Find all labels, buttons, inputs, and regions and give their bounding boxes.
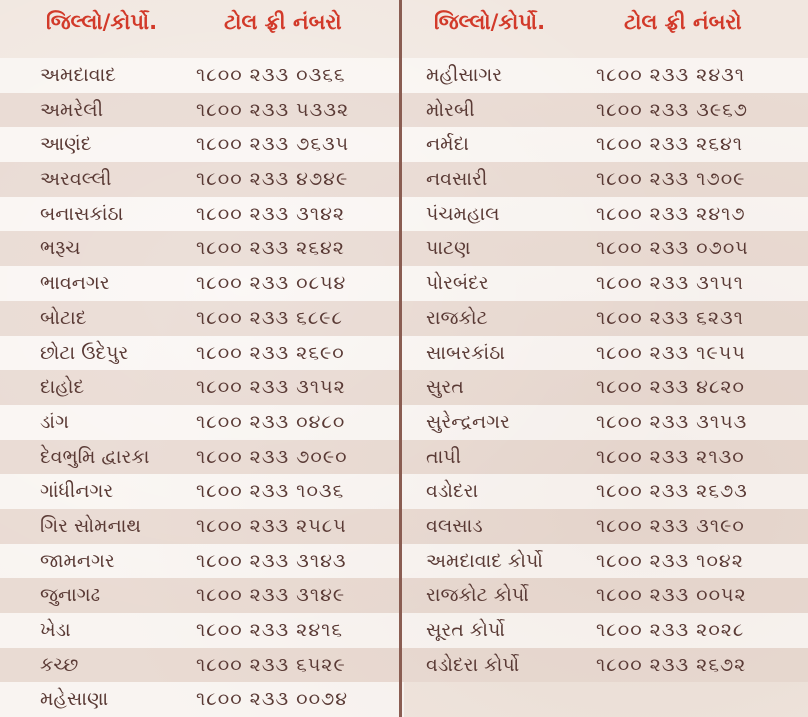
district-name: અમરેલી <box>40 98 104 121</box>
toll-free-number: ૧૮૦૦ ૨૩૩ ૦૮૫૪ <box>196 272 347 295</box>
toll-free-number: ૧૮૦૦ ૨૩૩ ૩૧૪૩ <box>196 549 347 572</box>
toll-free-number: ૧૮૦૦ ૨૩૩ ૨૦૨૮ <box>596 619 745 641</box>
toll-free-number: ૧૮૦૦ ૨૩૩ ૧૯૫૫ <box>596 341 746 364</box>
district-name: કચ્છ <box>40 653 79 676</box>
district-name: ખેડા <box>40 619 71 641</box>
toll-free-number: ૧૮૦૦ ૨૩૩ ૨૪૧૬ <box>196 619 344 641</box>
left-rows <box>0 58 404 717</box>
toll-free-number: ૧૮૦૦ ૨૩૩ ૪૮૨૦ <box>596 376 745 399</box>
table-row <box>404 162 808 197</box>
table-row <box>404 405 808 440</box>
toll-free-number: ૧૮૦૦ ૨૩૩ ૪૭૪૯ <box>196 168 349 191</box>
toll-free-number: ૧૮૦૦ ૨૩૩ ૬૨૩૧ <box>596 306 744 329</box>
district-name: પાટણ <box>426 237 471 260</box>
table-row <box>0 127 404 162</box>
right-rows <box>404 58 808 682</box>
table-row <box>0 648 404 683</box>
table-row <box>0 93 404 128</box>
table-row <box>404 648 808 683</box>
district-name: વડોદરા કોર્પો <box>426 653 520 676</box>
table-row <box>404 578 808 613</box>
table-row <box>0 197 404 232</box>
toll-free-number: ૧૮૦૦ ૨૩૩ ૫૩૩૨ <box>196 98 350 121</box>
district-name: નવસારી <box>426 168 488 191</box>
toll-free-number: ૧૮૦૦ ૨૩૩ ૩૧૪૨ <box>196 202 346 225</box>
table-row <box>0 231 404 266</box>
district-name: પોરબંદર <box>426 272 489 295</box>
toll-free-number: ૧૮૦૦ ૨૩૩ ૦૩૬૬ <box>196 64 346 86</box>
district-name: વડોદરા <box>426 480 479 503</box>
table-row <box>404 266 808 301</box>
toll-free-number: ૧૮૦૦ ૨૩૩ ૨૬૯૦ <box>196 341 345 364</box>
district-name: દાહોદ <box>40 376 85 399</box>
table-row <box>404 336 808 371</box>
district-name: આણંદ <box>40 133 92 156</box>
right-header <box>404 0 808 52</box>
district-name: ભાવનગર <box>40 272 110 295</box>
table-row <box>0 440 404 475</box>
toll-free-number: ૧૮૦૦ ૨૩૩ ૨૪૧૭ <box>596 202 746 225</box>
toll-free-number: ૧૮૦૦ ૨૩૩ ૨૬૭૩ <box>596 480 748 503</box>
toll-free-number: ૧૮૦૦ ૨૩૩ ૭૬૩૫ <box>196 133 350 156</box>
district-name: ગિર સોમનાથ <box>40 514 141 537</box>
district-name: રાજકોટ <box>426 306 488 329</box>
toll-free-number: ૧૮૦૦ ૨૩૩ ૬૫૨૯ <box>196 653 346 676</box>
table-row <box>0 544 404 579</box>
district-name: દેવભુમિ દ્વારકા <box>40 445 150 468</box>
district-name: સૂરત કોર્પો <box>426 619 505 641</box>
toll-free-number: ૧૮૦૦ ૨૩૩ ૭૦૯૦ <box>196 445 348 468</box>
toll-free-number: ૧૮૦૦ ૨૩૩ ૦૭૦૫ <box>596 237 749 260</box>
table-row <box>404 197 808 232</box>
toll-free-number: ૧૮૦૦ ૨૩૩ ૨૬૪૨ <box>196 237 345 260</box>
toll-free-number: ૧૮૦૦ ૨૩૩ ૦૦૫૨ <box>596 584 747 607</box>
district-name: મોરબી <box>426 98 475 121</box>
toll-free-number: ૧૮૦૦ ૨૩૩ ૨૫૮૫ <box>196 514 347 537</box>
toll-free-number: ૧૮૦૦ ૨૩૩ ૧૦૪૨ <box>596 549 744 572</box>
district-name: બોટાદ <box>40 306 87 329</box>
district-name: રાજકોટ કોર્પો <box>426 584 529 607</box>
table-row <box>0 682 404 717</box>
toll-free-number: ૧૮૦૦ ૨૩૩ ૩૯૬૭ <box>596 98 748 121</box>
toll-free-number: ૧૮૦૦ ૨૩૩ ૨૧૩૦ <box>596 445 745 468</box>
toll-free-number: ૧૮૦૦ ૨૩૩ ૬૮૯૮ <box>196 306 343 329</box>
district-name: સુરત <box>426 376 464 399</box>
toll-free-number: ૧૮૦૦ ૨૩૩ ૦૪૮૦ <box>196 410 346 433</box>
toll-free-number: ૧૮૦૦ ૨૩૩ ૧૦૩૬ <box>196 480 345 503</box>
district-name: અમદાવાદ કોર્પો <box>426 549 543 572</box>
table-row <box>404 474 808 509</box>
district-name: વલસાડ <box>426 514 483 537</box>
table-row <box>0 58 404 93</box>
district-name: મહેસાણા <box>40 688 109 711</box>
toll-free-number: ૧૮૦૦ ૨૩૩ ૨૪૩૧ <box>596 64 746 86</box>
district-name: અરવલ્લી <box>40 168 112 191</box>
district-name: મહીસાગર <box>426 64 503 86</box>
district-name: બનાસકાંઠા <box>40 202 124 225</box>
table-row <box>404 440 808 475</box>
table-row <box>404 58 808 93</box>
table-row <box>404 231 808 266</box>
district-name: ભરૂચ <box>40 237 81 260</box>
table-row <box>0 509 404 544</box>
left-header <box>0 0 404 52</box>
table-row <box>0 162 404 197</box>
district-name: નર્મદા <box>426 133 469 156</box>
table-row <box>0 301 404 336</box>
table-row <box>0 336 404 371</box>
toll-free-number: ૧૮૦૦ ૨૩૩ ૩૧૫૩ <box>596 410 748 433</box>
toll-free-number: ૧૮૦૦ ૨૩૩ ૨૬૭૨ <box>596 653 747 676</box>
district-name: સુરેન્દ્રનગર <box>426 410 510 433</box>
table-row <box>404 370 808 405</box>
table-row <box>404 544 808 579</box>
right-number-heading: ટોલ ફ્રી નંબરો <box>624 10 742 34</box>
right-district-heading: જિલ્લો/કોર્પો. <box>434 10 546 34</box>
district-name: જામનગર <box>40 549 115 572</box>
toll-free-number: ૧૮૦૦ ૨૩૩ ૦૦૭૪ <box>196 688 349 711</box>
district-name: સાબરકાંઠા <box>426 341 505 364</box>
district-name: અમદાવાદ <box>40 64 116 86</box>
toll-free-number: ૧૮૦૦ ૨૩૩ ૩૧૪૯ <box>196 584 346 607</box>
district-name: જુનાગઢ <box>40 584 101 607</box>
left-number-heading: ટોલ ફ્રી નંબરો <box>224 10 342 34</box>
table-row <box>0 474 404 509</box>
table-row <box>0 405 404 440</box>
left-district-heading: જિલ્લો/કોર્પો. <box>46 10 158 34</box>
toll-free-number: ૧૮૦૦ ૨૩૩ ૩૧૫૧ <box>596 272 744 295</box>
table-row <box>0 266 404 301</box>
district-name: તાપી <box>426 445 462 468</box>
district-name: ગાંધીનગર <box>40 480 114 503</box>
table-row <box>404 613 808 648</box>
table-row <box>404 509 808 544</box>
right-panel <box>404 0 808 717</box>
table-row <box>404 93 808 128</box>
table-row <box>0 613 404 648</box>
district-name: ડાંગ <box>40 410 69 433</box>
column-divider <box>399 0 402 717</box>
toll-free-number: ૧૮૦૦ ૨૩૩ ૩૧૯૦ <box>596 514 745 537</box>
district-name: છોટા ઉદેપુર <box>40 341 129 364</box>
table-row <box>0 370 404 405</box>
toll-free-number: ૧૮૦૦ ૨૩૩ ૨૬૪૧ <box>596 133 744 156</box>
toll-free-number: ૧૮૦૦ ૨૩૩ ૧૭૦૯ <box>596 168 746 191</box>
table-row <box>0 578 404 613</box>
district-name: પંચમહાલ <box>426 202 500 225</box>
table-row <box>404 127 808 162</box>
toll-free-number: ૧૮૦૦ ૨૩૩ ૩૧૫૨ <box>196 376 346 399</box>
table-row <box>404 301 808 336</box>
